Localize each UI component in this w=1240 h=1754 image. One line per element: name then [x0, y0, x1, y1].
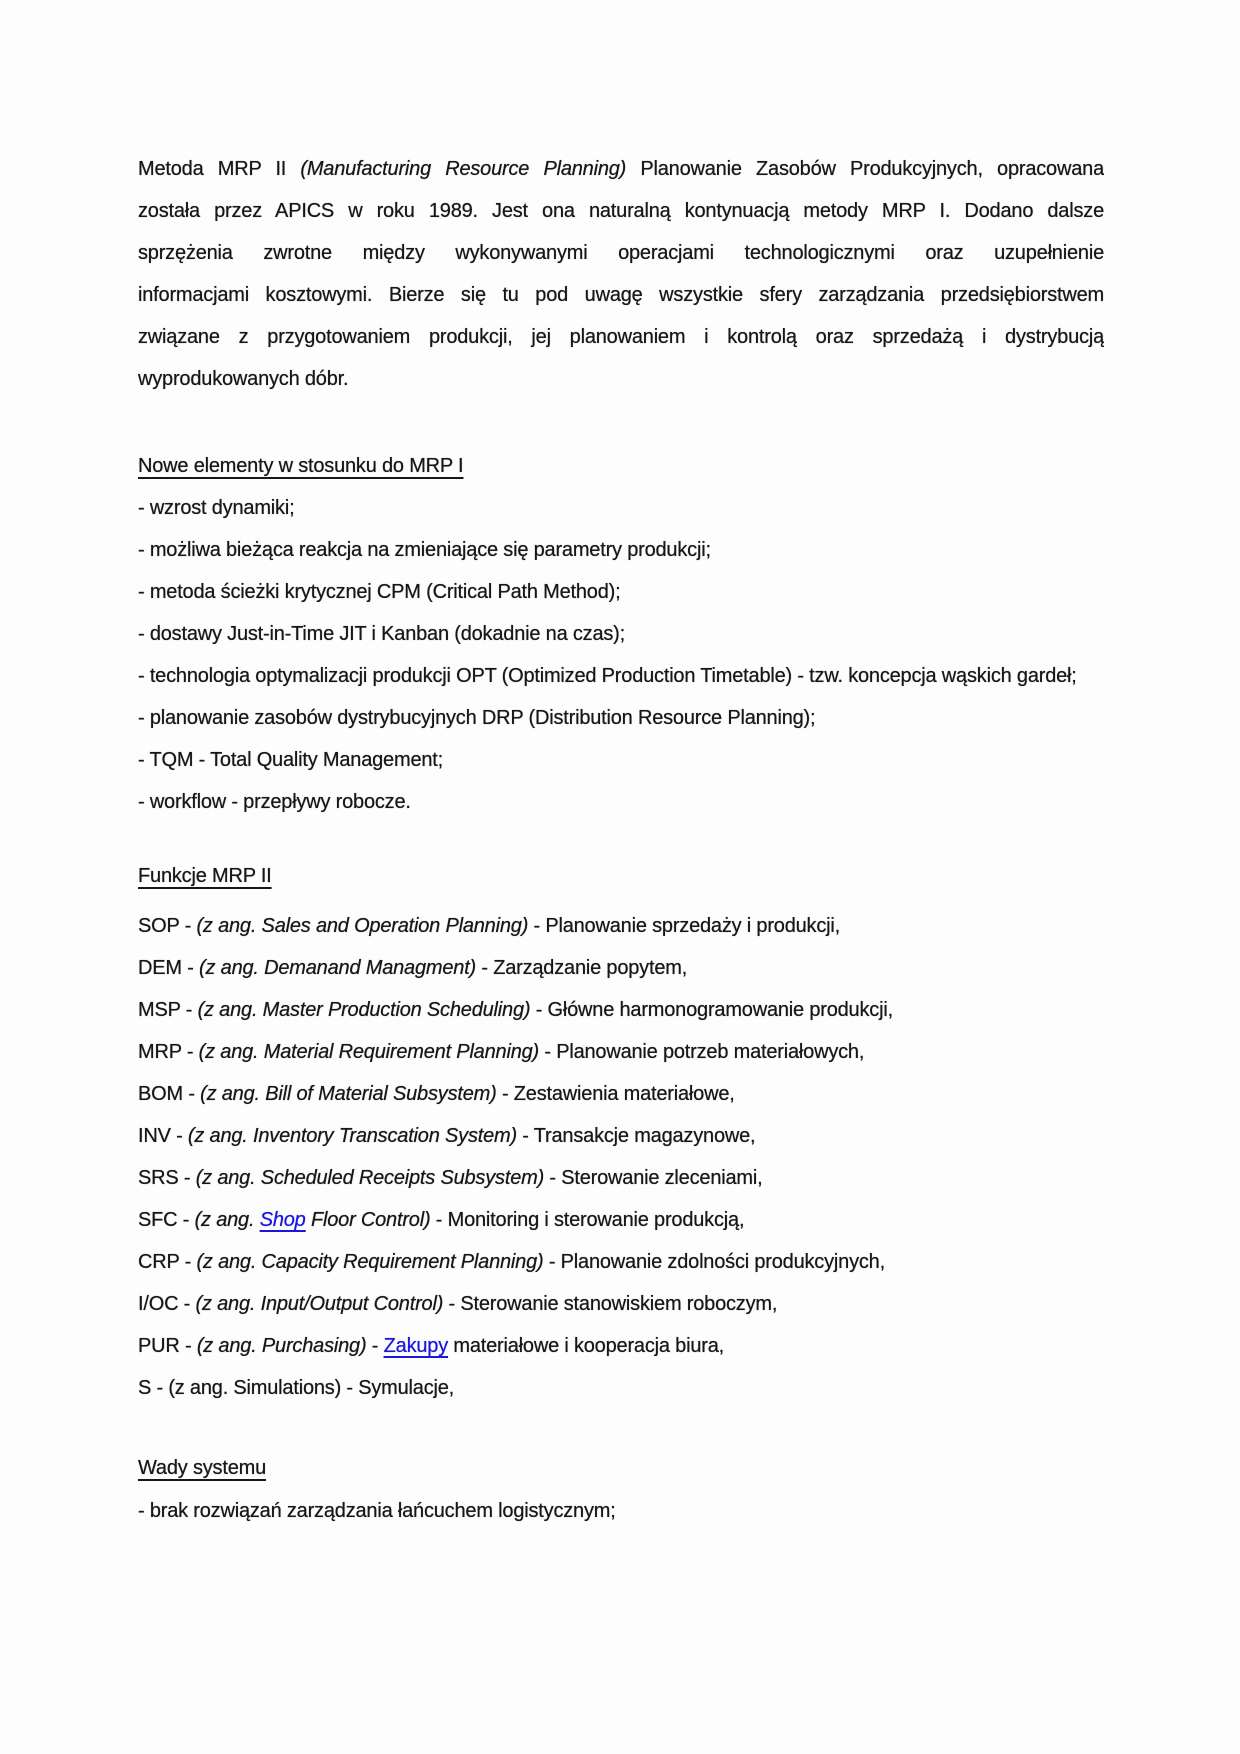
function-description: - Planowanie potrzeb materiałowych, [539, 1041, 865, 1063]
function-english-name: (z ang. Master Production Scheduling) [197, 999, 531, 1021]
function-english-name: (z ang. Scheduled Receipts Subsystem) [195, 1167, 545, 1189]
list-item: - workflow - przepływy robocze. [138, 791, 411, 813]
function-description: - Transakcje magazynowe, [516, 1125, 756, 1147]
function-abbr: SOP - [138, 915, 197, 937]
intro-text: Planowanie Zasobów Produkcyjnych, opracowana [626, 158, 1104, 180]
function-description: - Planowanie zdolności produkcyjnych, [543, 1251, 885, 1273]
function-english-name: (z ang. Demanand Managment) [199, 957, 477, 979]
heading-text: Funkcje MRP II [138, 865, 272, 887]
function-item [138, 1283, 1104, 1325]
intro-text: Metoda MRP II [138, 158, 301, 180]
function-english-name: (z ang. [194, 1209, 260, 1231]
intro-line: wyprodukowanych dóbr. [138, 368, 349, 390]
function-item [138, 989, 1104, 1031]
function-english-name: (z ang. Capacity Requirement Planning) [196, 1251, 544, 1273]
function-english-name: (z ang. Input/Output Control) [195, 1293, 444, 1315]
function-abbr: CRP - [138, 1251, 197, 1273]
function-description: - Główne harmonogramowanie produkcji, [530, 999, 893, 1021]
function-item [138, 1157, 1104, 1199]
list-item: - możliwa bieżąca reakcja na zmieniające się parametry produkcji; [138, 539, 711, 561]
function-description: - Sterowanie stanowiskiem roboczym, [443, 1293, 778, 1315]
function-english-name: (z ang. Purchasing) [196, 1335, 367, 1357]
list-item: - TQM - Total Quality Management; [138, 749, 444, 771]
list-item: - wzrost dynamiki; [138, 497, 295, 519]
function-description: - Monitoring i sterowanie produkcją, [430, 1209, 745, 1231]
function-abbr: DEM - [138, 957, 200, 979]
section-heading-functions [138, 855, 1104, 897]
function-abbr: SRS - [138, 1167, 196, 1189]
heading-text: Nowe elementy w stosunku do MRP I [138, 455, 464, 477]
shop-link[interactable]: Shop [259, 1209, 306, 1231]
heading-text: Wady systemu [138, 1457, 267, 1479]
function-description: - Zestawienia materiałowe, [496, 1083, 735, 1105]
function-english-name: (z ang. Bill of Material Subsystem) [200, 1083, 497, 1105]
function-item [138, 905, 1104, 947]
intro-line: sprzężenia zwrotne między wykonywanymi operacjami technologicznymi oraz uzupełnienie [138, 242, 1104, 264]
document-content [138, 148, 1104, 1532]
function-english-name: (z ang. Material Requirement Planning) [198, 1041, 540, 1063]
list-item: - planowanie zasobów dystrybucyjnych DRP (Distribution Resource Planning); [138, 707, 816, 729]
function-description: - Planowanie sprzedaży i produkcji, [528, 915, 840, 937]
function-abbr: SFC - [138, 1209, 195, 1231]
function-item [138, 1241, 1104, 1283]
intro-line [138, 148, 1104, 190]
function-abbr: MRP - [138, 1041, 199, 1063]
section-heading-new-elements [138, 445, 1104, 487]
function-item [138, 1073, 1104, 1115]
function-item [138, 1115, 1104, 1157]
function-item [138, 1031, 1104, 1073]
function-description: - Sterowanie zleceniami, [544, 1167, 763, 1189]
function-description: materiałowe i kooperacja biura, [448, 1335, 724, 1357]
functions-list [138, 905, 1104, 1409]
function-abbr: PUR - [138, 1335, 197, 1357]
function-item [138, 947, 1104, 989]
function-separator: - [366, 1335, 384, 1357]
function-item: S - (z ang. Simulations) - Symulacje, [138, 1377, 455, 1399]
intro-line: związane z przygotowaniem produkcji, jej planowaniem i kontrolą oraz sprzedażą i dystrybucją [138, 326, 1104, 348]
list-item: - brak rozwiązań zarządzania łańcuchem logistycznym; [138, 1500, 616, 1522]
intro-paragraph [138, 148, 1104, 400]
list-item: - metoda ścieżki krytycznej CPM (Critical Path Method); [138, 581, 621, 603]
list-item: - technologia optymalizacji produkcji OPT (Optimized Production Timetable) - tzw. koncepcja wąskich gardeł; [138, 665, 1077, 687]
function-abbr: BOM - [138, 1083, 201, 1105]
function-item [138, 1325, 1104, 1367]
function-abbr: I/OC - [138, 1293, 196, 1315]
function-description: - Zarządzanie popytem, [476, 957, 688, 979]
function-abbr: MSP - [138, 999, 198, 1021]
function-english-name: (z ang. Inventory Transcation System) [187, 1125, 517, 1147]
function-english-name: (z ang. Sales and Operation Planning) [196, 915, 529, 937]
function-abbr: INV - [138, 1125, 188, 1147]
intro-line: informacjami kosztowymi. Bierze się tu pod uwagę wszystkie sfery zarządzania przedsiębiorstwem [138, 284, 1104, 306]
list-item: - dostawy Just-in-Time JIT i Kanban (dokadnie na czas); [138, 623, 625, 645]
intro-line: została przez APICS w roku 1989. Jest ona naturalną kontynuacją metody MRP I. Dodano dalsze [138, 200, 1104, 222]
function-item [138, 1199, 1104, 1241]
section-heading-drawbacks [138, 1447, 1104, 1489]
intro-italic-term: (Manufacturing Resource Planning) [300, 158, 627, 180]
function-english-name: Floor Control) [305, 1209, 431, 1231]
zakupy-link[interactable]: Zakupy [383, 1335, 449, 1357]
